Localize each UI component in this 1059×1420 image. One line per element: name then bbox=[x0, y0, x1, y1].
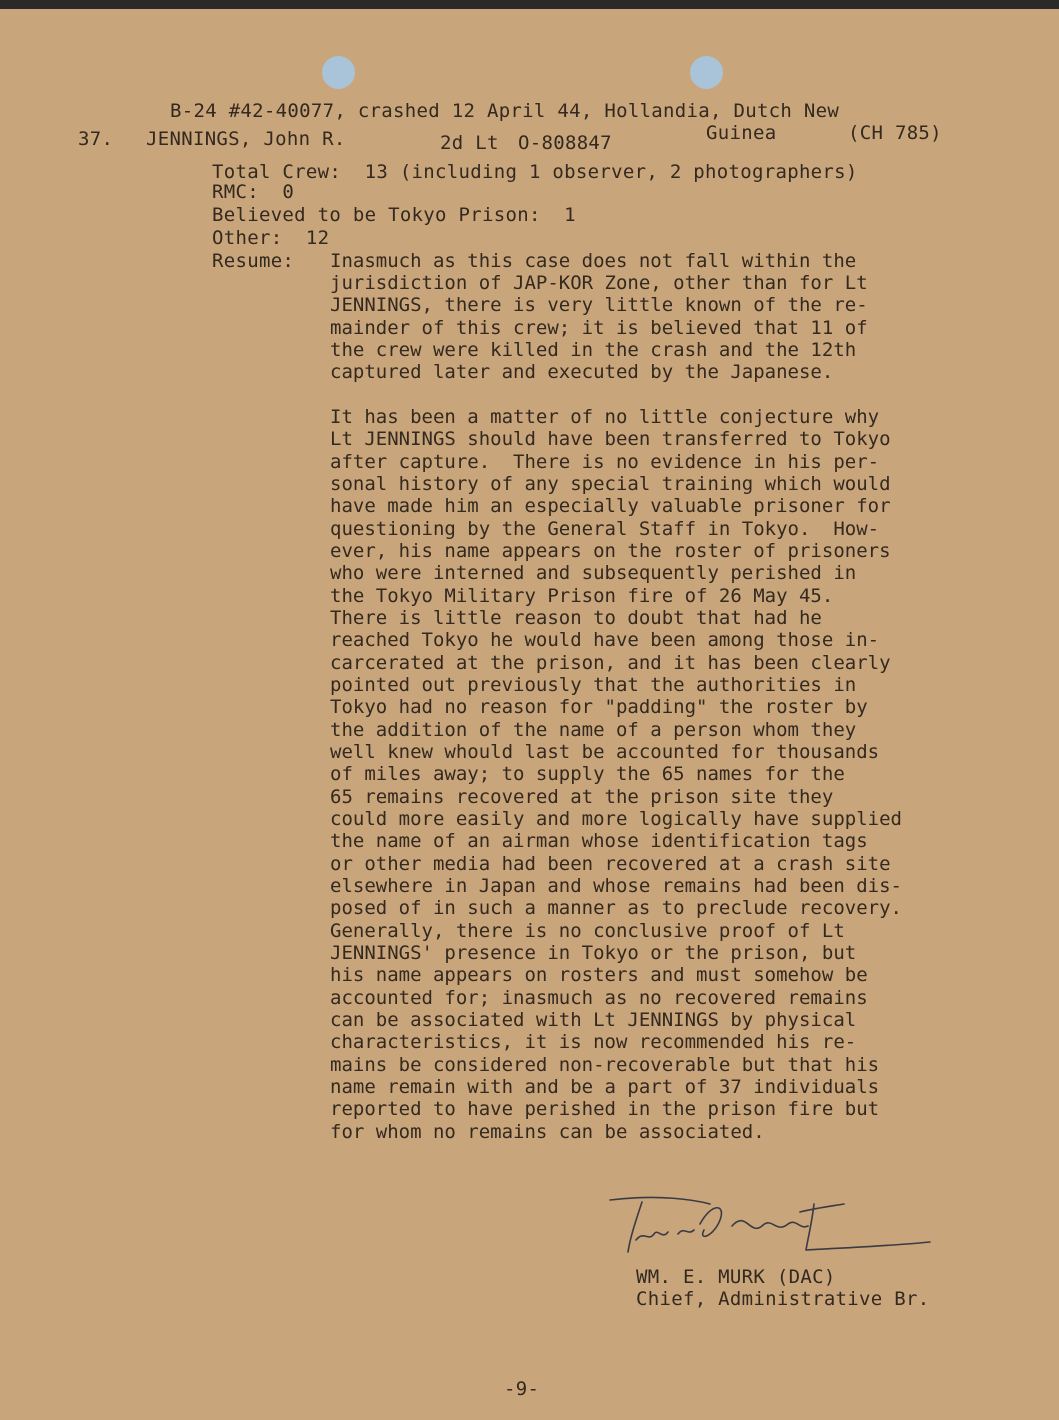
text-line: questioning by the General Staff in Tokyo. How- bbox=[330, 518, 880, 540]
rank: 2d Lt bbox=[440, 132, 499, 154]
tokyo-prison-count: Believed to be Tokyo Prison: 1 bbox=[212, 204, 576, 226]
text-line: after capture. There is no evidence in his per- bbox=[330, 451, 880, 473]
text-line: 65 remains recovered at the prison site they bbox=[330, 786, 834, 808]
text-line: mainder of this crew; it is believed that 11 of bbox=[330, 317, 868, 339]
text-line: There is little reason to doubt that had he bbox=[330, 607, 822, 629]
text-line: the crew were killed in the crash and the 12th bbox=[330, 339, 857, 361]
item-number: 37. bbox=[78, 128, 114, 150]
text-line: JENNINGS' presence in Tokyo or the prison, but bbox=[330, 942, 857, 964]
text-line: Lt JENNINGS should have been transferred to Tokyo bbox=[330, 428, 891, 450]
text-line: the Tokyo Military Prison fire of 26 May 45. bbox=[330, 585, 834, 607]
punch-hole-left bbox=[322, 56, 355, 89]
text-line: name remain with and be a part of 37 individuals bbox=[330, 1076, 880, 1098]
other-count: Other: 12 bbox=[212, 227, 330, 249]
resume-label: Resume: bbox=[212, 250, 295, 272]
top-edge-band bbox=[0, 0, 1059, 9]
text-line: who were interned and subsequently perished in bbox=[330, 562, 857, 584]
text-line: mains be considered non-recoverable but that his bbox=[330, 1054, 880, 1076]
text-line: could more easily and more logically have supplied bbox=[330, 808, 902, 830]
text-line: his name appears on rosters and must somehow be bbox=[330, 964, 868, 986]
text-line: the addition of the name of a person whom they bbox=[330, 719, 857, 741]
text-line: Generally, there is no conclusive proof of Lt bbox=[330, 920, 845, 942]
punch-hole-right bbox=[690, 56, 723, 89]
text-line: posed of in such a manner as to preclude recovery. bbox=[330, 897, 902, 919]
text-line: carcerated at the prison, and it has been clearly bbox=[330, 652, 891, 674]
text-line: reported to have perished in the prison fire but bbox=[330, 1098, 880, 1120]
text-line: captured later and executed by the Japanese. bbox=[330, 361, 834, 383]
location-continued: Guinea bbox=[706, 122, 777, 144]
text-line: pointed out previously that the authorities in bbox=[330, 674, 857, 696]
signatory-title: Chief, Administrative Br. bbox=[636, 1288, 930, 1310]
page-number: -9- bbox=[504, 1378, 540, 1400]
text-line: Inasmuch as this case does not fall within the bbox=[330, 250, 857, 272]
text-line: well knew whould last be accounted for thousands bbox=[330, 741, 880, 763]
case-reference: (CH 785) bbox=[848, 122, 942, 144]
total-crew: Total Crew: 13 (including 1 observer, 2 photographers) bbox=[212, 161, 858, 183]
aircraft-line: B-24 #42-40077, crashed 12 April 44, Hollandia, Dutch New bbox=[170, 100, 840, 122]
text-line: or other media had been recovered at a crash site bbox=[330, 853, 891, 875]
text-line: accounted for; inasmuch as no recovered remains bbox=[330, 987, 868, 1009]
crew-member-name: JENNINGS, John R. bbox=[146, 128, 346, 150]
text-line: JENNINGS, there is very little known of the re- bbox=[330, 294, 868, 316]
signatory-name: WM. E. MURK (DAC) bbox=[636, 1266, 836, 1288]
text-line: have made him an especially valuable prisoner for bbox=[330, 495, 891, 517]
text-line: sonal history of any special training which would bbox=[330, 473, 891, 495]
handwritten-signature bbox=[600, 1190, 940, 1270]
text-line: for whom no remains can be associated. bbox=[330, 1121, 765, 1143]
text-line: the name of an airman whose identification tags bbox=[330, 830, 868, 852]
text-line: jurisdiction of JAP-KOR Zone, other than for Lt bbox=[330, 272, 868, 294]
text-line: ever, his name appears on the roster of prisoners bbox=[330, 540, 891, 562]
text-line: Tokyo had no reason for "padding" the roster by bbox=[330, 696, 868, 718]
text-line: of miles away; to supply the 65 names for the bbox=[330, 763, 845, 785]
rmc-count: RMC: 0 bbox=[212, 181, 295, 203]
text-line: characteristics, it is now recommended his re- bbox=[330, 1031, 857, 1053]
text-line: elsewhere in Japan and whose remains had been dis- bbox=[330, 875, 902, 897]
serial-number: O-808847 bbox=[518, 132, 612, 154]
text-line: It has been a matter of no little conjecture why bbox=[330, 406, 880, 428]
text-line: can be associated with Lt JENNINGS by physical bbox=[330, 1009, 857, 1031]
text-line: reached Tokyo he would have been among those in- bbox=[330, 629, 880, 651]
